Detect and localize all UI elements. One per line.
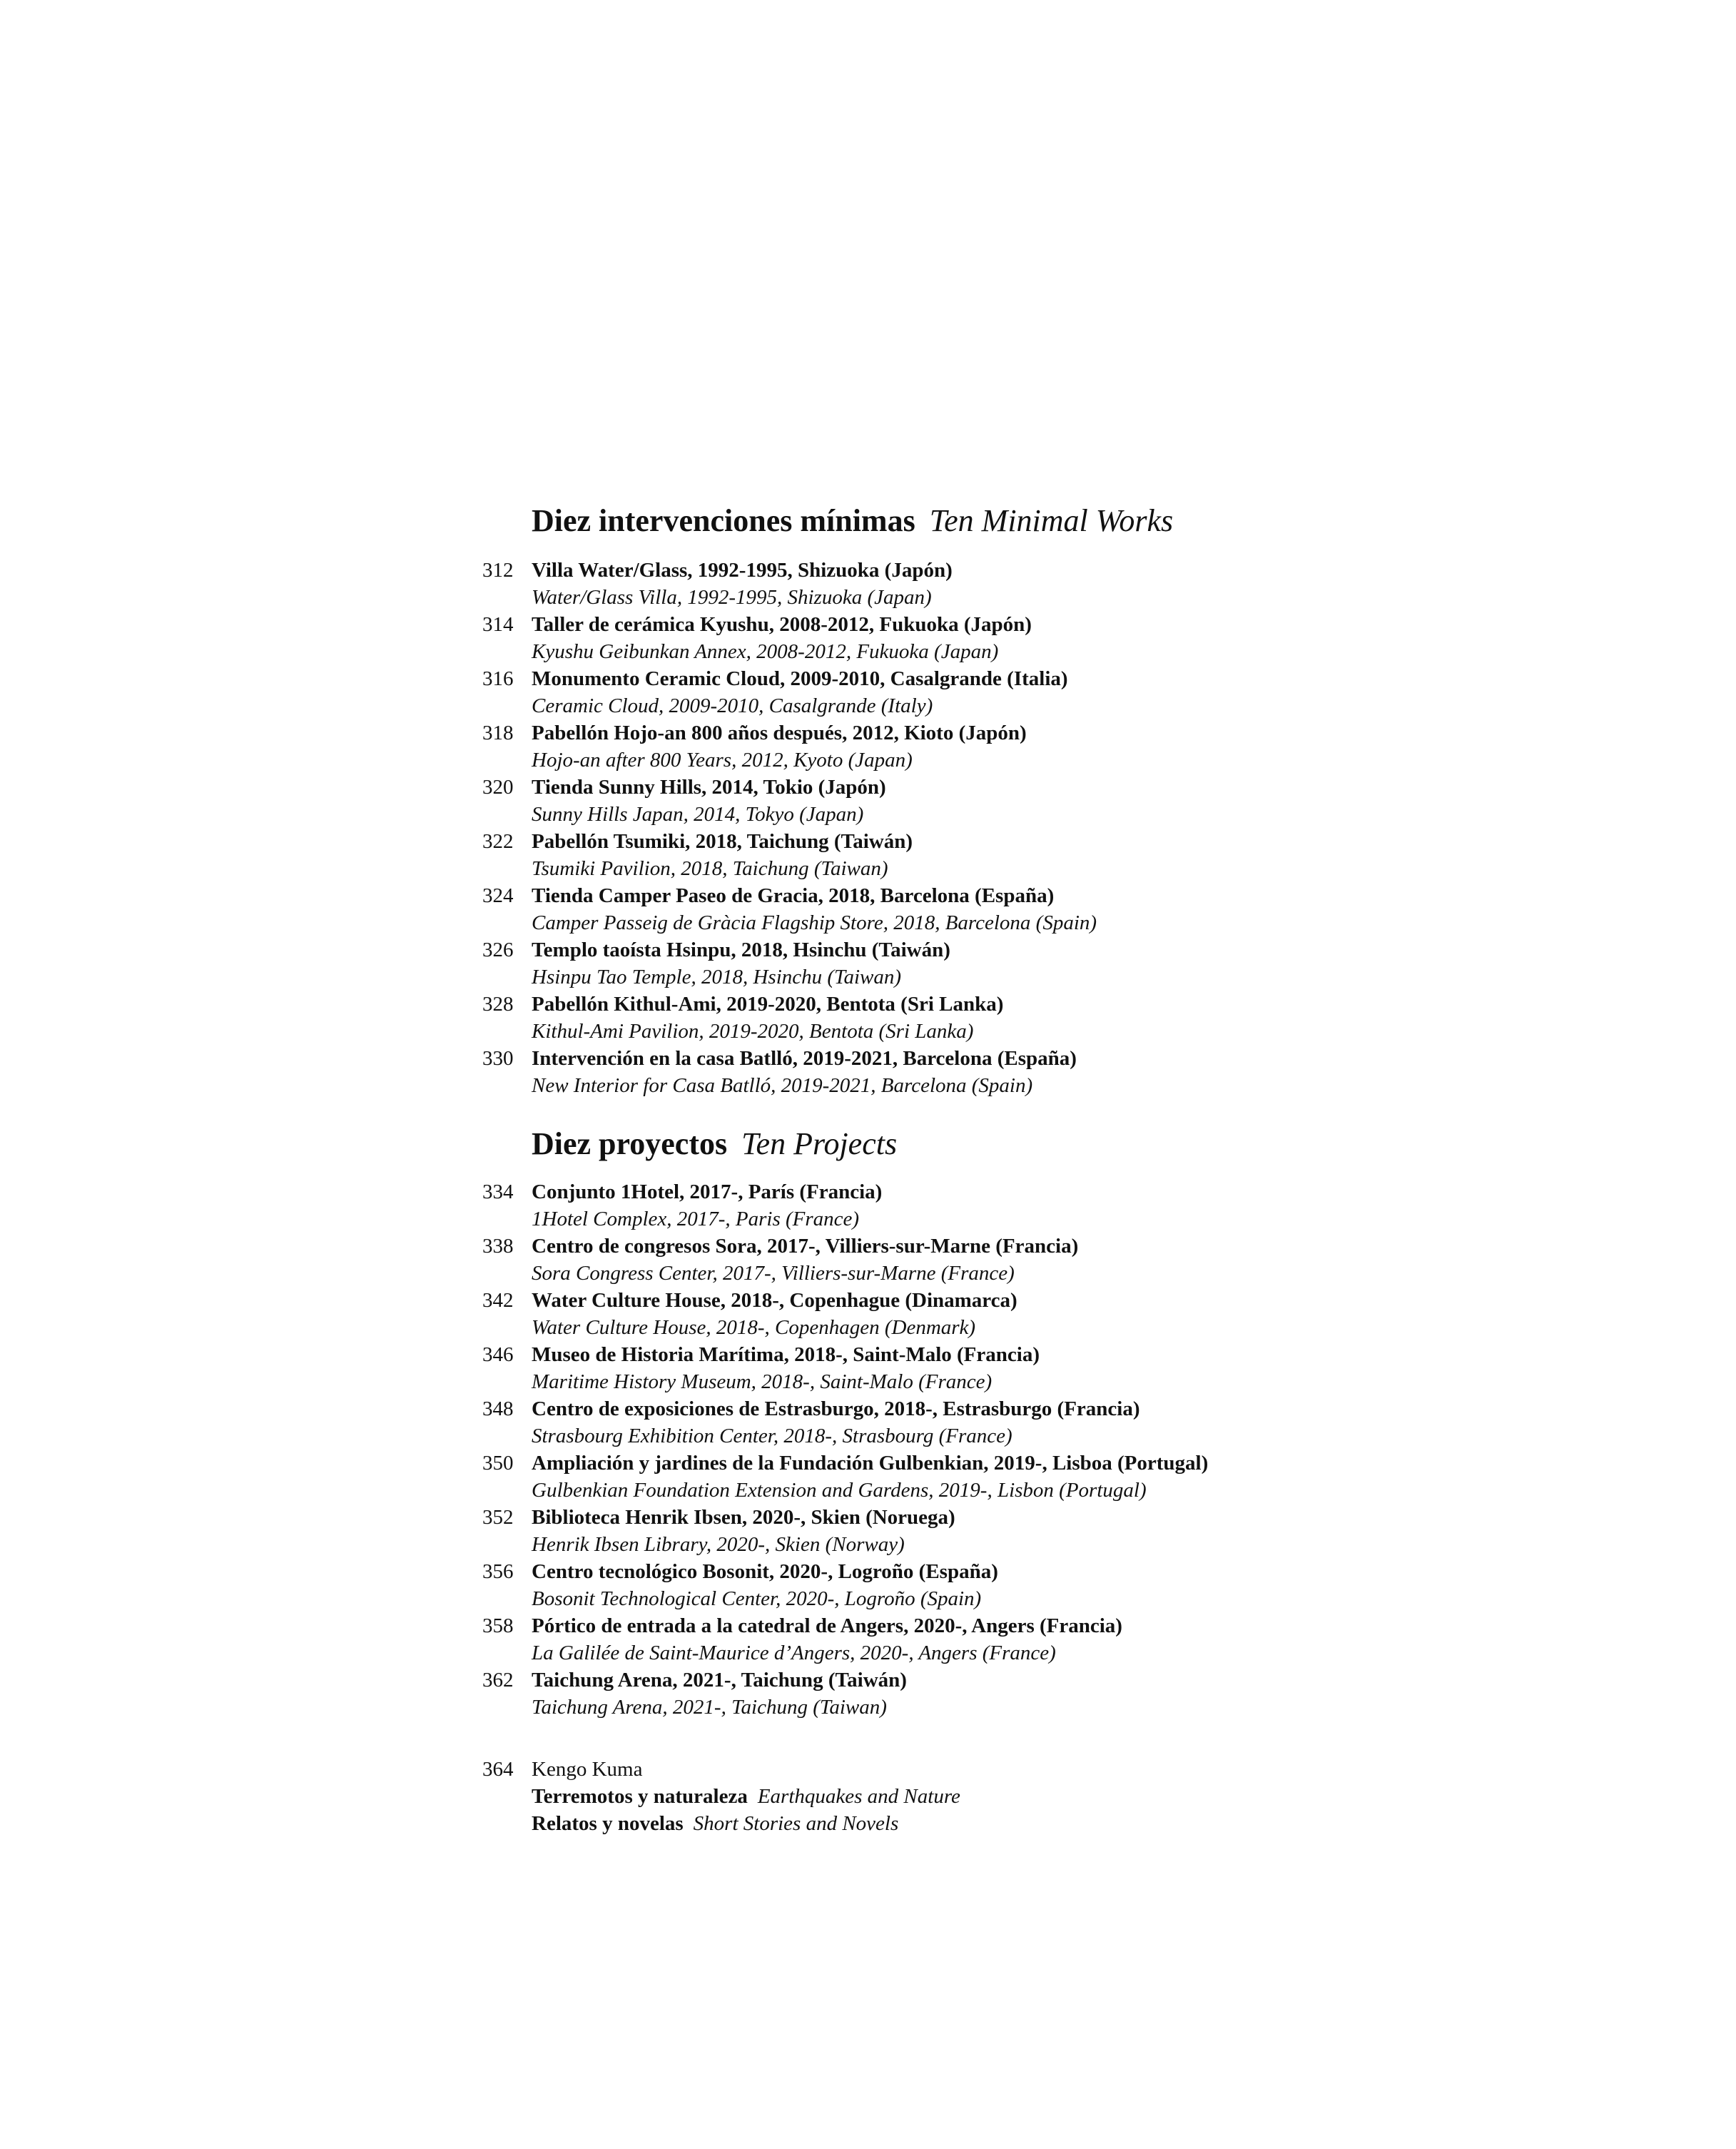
page-number: 358	[482, 1614, 514, 1637]
page-number: 350	[482, 1452, 514, 1475]
entry-title-es: Pabellón Tsumiki, 2018, Taichung (Taiwán)	[532, 830, 913, 853]
toc-entry[interactable]	[0, 1612, 1736, 1667]
entry-title-en: La Galilée de Saint-Maurice d’Angers, 2020-, Angers (France)	[532, 1642, 1056, 1664]
text-title-es: Terremotos y naturaleza	[532, 1785, 748, 1808]
entry-title-es: Pabellón Kithul-Ami, 2019-2020, Bentota (Sri Lanka)	[532, 993, 1004, 1016]
entry-title-es: Intervención en la casa Batlló, 2019-2021, Barcelona (España)	[532, 1047, 1077, 1070]
toc-entry[interactable]	[0, 1287, 1736, 1341]
entry-title-en: Ceramic Cloud, 2009-2010, Casalgrande (Italy)	[532, 694, 933, 717]
toc-entry[interactable]	[0, 1178, 1736, 1233]
author-name: Kengo Kuma	[532, 1758, 643, 1781]
section-title-es: Diez proyectos	[532, 1126, 728, 1161]
toc-entry[interactable]	[0, 1233, 1736, 1287]
entry-title-en: Tsumiki Pavilion, 2018, Taichung (Taiwan)	[532, 857, 888, 880]
entry-title-es: Centro de congresos Sora, 2017-, Villiers-sur-Marne (Francia)	[532, 1235, 1079, 1258]
entry-title-en: Bosonit Technological Center, 2020-, Logroño (Spain)	[532, 1587, 982, 1610]
entry-title-en: Henrik Ibsen Library, 2020-, Skien (Norway)	[532, 1533, 905, 1556]
toc-entry[interactable]	[0, 1667, 1736, 1721]
toc-entry[interactable]	[0, 1450, 1736, 1504]
text-title[interactable]	[532, 1783, 960, 1810]
entry-title-en: Gulbenkian Foundation Extension and Gardens, 2019-, Lisbon (Portugal)	[532, 1479, 1147, 1502]
page-number: 348	[482, 1397, 514, 1420]
page-number: 364	[482, 1758, 514, 1781]
page-number: 318	[482, 722, 514, 744]
toc-entry[interactable]	[0, 665, 1736, 719]
toc-entry[interactable]	[0, 774, 1736, 828]
section-title-es: Diez intervenciones mínimas	[532, 503, 915, 538]
entry-title-en: Kithul-Ami Pavilion, 2019-2020, Bentota (Sri Lanka)	[532, 1020, 974, 1043]
entry-title-es: Taichung Arena, 2021-, Taichung (Taiwán)	[532, 1669, 907, 1692]
entry-title-en: Sunny Hills Japan, 2014, Tokyo (Japan)	[532, 803, 864, 826]
page-number: 320	[482, 776, 514, 799]
entry-title-es: Ampliación y jardines de la Fundación Gulbenkian, 2019-, Lisboa (Portugal)	[532, 1452, 1209, 1475]
page-number: 356	[482, 1560, 514, 1583]
entry-title-en: 1Hotel Complex, 2017-, Paris (France)	[532, 1208, 860, 1230]
page-number: 314	[482, 613, 514, 636]
text-title-en: Short Stories and Novels	[693, 1812, 899, 1835]
section-title	[532, 502, 1173, 540]
section-title-en: Ten Minimal Works	[929, 503, 1174, 538]
entry-title-en: Sora Congress Center, 2017-, Villiers-sur-Marne (France)	[532, 1262, 1015, 1285]
toc-entry[interactable]	[0, 719, 1736, 774]
text-title-en: Earthquakes and Nature	[757, 1785, 960, 1808]
entry-title-en: Maritime History Museum, 2018-, Saint-Malo (France)	[532, 1370, 993, 1393]
toc-entry[interactable]	[0, 557, 1736, 611]
toc-entry[interactable]	[0, 882, 1736, 936]
toc-entry[interactable]	[0, 1504, 1736, 1558]
toc-entry[interactable]	[0, 1341, 1736, 1395]
entry-title-es: Taller de cerámica Kyushu, 2008-2012, Fukuoka (Japón)	[532, 613, 1032, 636]
entry-title-en: Camper Passeig de Gràcia Flagship Store, 2018, Barcelona (Spain)	[532, 911, 1097, 934]
page-number: 334	[482, 1180, 514, 1203]
entry-title-en: Hojo-an after 800 Years, 2012, Kyoto (Japan)	[532, 749, 913, 772]
entry-title-en: Water Culture House, 2018-, Copenhagen (Denmark)	[532, 1316, 976, 1339]
page-number: 316	[482, 667, 514, 690]
entry-title-en: Hsinpu Tao Temple, 2018, Hsinchu (Taiwan)	[532, 966, 902, 988]
page-number: 324	[482, 884, 514, 907]
text-title[interactable]	[532, 1810, 898, 1837]
page-number: 326	[482, 939, 514, 961]
page-number: 312	[482, 559, 514, 582]
toc-entry[interactable]	[0, 1045, 1736, 1099]
toc-entry[interactable]	[0, 1558, 1736, 1612]
toc-entry[interactable]	[0, 1395, 1736, 1450]
entry-title-es: Pórtico de entrada a la catedral de Angers, 2020-, Angers (Francia)	[532, 1614, 1122, 1637]
section-title-en: Ten Projects	[741, 1126, 898, 1161]
entry-title-es: Conjunto 1Hotel, 2017-, París (Francia)	[532, 1180, 883, 1203]
page-number: 362	[482, 1669, 514, 1692]
entry-title-es: Pabellón Hojo-an 800 años después, 2012, Kioto (Japón)	[532, 722, 1027, 744]
entry-title-es: Water Culture House, 2018-, Copenhague (Dinamarca)	[532, 1289, 1017, 1312]
page-number: 342	[482, 1289, 514, 1312]
entry-title-en: Taichung Arena, 2021-, Taichung (Taiwan)	[532, 1696, 887, 1719]
toc-entry[interactable]	[0, 936, 1736, 991]
entry-title-en: New Interior for Casa Batlló, 2019-2021, Barcelona (Spain)	[532, 1074, 1033, 1097]
page-number: 322	[482, 830, 514, 853]
page-number: 338	[482, 1235, 514, 1258]
toc-entry[interactable]	[0, 611, 1736, 665]
entry-title-es: Tienda Sunny Hills, 2014, Tokio (Japón)	[532, 776, 886, 799]
entry-title-en: Strasbourg Exhibition Center, 2018-, Strasbourg (France)	[532, 1425, 1012, 1447]
entry-title-es: Biblioteca Henrik Ibsen, 2020-, Skien (Noruega)	[532, 1506, 955, 1529]
toc-entry[interactable]	[0, 991, 1736, 1045]
page-number: 330	[482, 1047, 514, 1070]
entry-title-es: Centro tecnológico Bosonit, 2020-, Logroño (España)	[532, 1560, 998, 1583]
entry-title-en: Kyushu Geibunkan Annex, 2008-2012, Fukuoka (Japan)	[532, 640, 999, 663]
section-title	[532, 1125, 897, 1163]
entry-title-es: Museo de Historia Marítima, 2018-, Saint-Malo (Francia)	[532, 1343, 1040, 1366]
entry-title-es: Villa Water/Glass, 1992-1995, Shizuoka (Japón)	[532, 559, 953, 582]
page-number: 346	[482, 1343, 514, 1366]
entry-title-es: Centro de exposiciones de Estrasburgo, 2018-, Estrasburgo (Francia)	[532, 1397, 1140, 1420]
entry-title-es: Tienda Camper Paseo de Gracia, 2018, Barcelona (España)	[532, 884, 1055, 907]
entry-title-es: Templo taoísta Hsinpu, 2018, Hsinchu (Taiwán)	[532, 939, 950, 961]
entry-title-es: Monumento Ceramic Cloud, 2009-2010, Casalgrande (Italia)	[532, 667, 1068, 690]
entry-title-en: Water/Glass Villa, 1992-1995, Shizuoka (Japan)	[532, 586, 932, 609]
text-title-es: Relatos y novelas	[532, 1812, 684, 1835]
page-number: 352	[482, 1506, 514, 1529]
toc-entry[interactable]	[0, 828, 1736, 882]
page-number: 328	[482, 993, 514, 1016]
